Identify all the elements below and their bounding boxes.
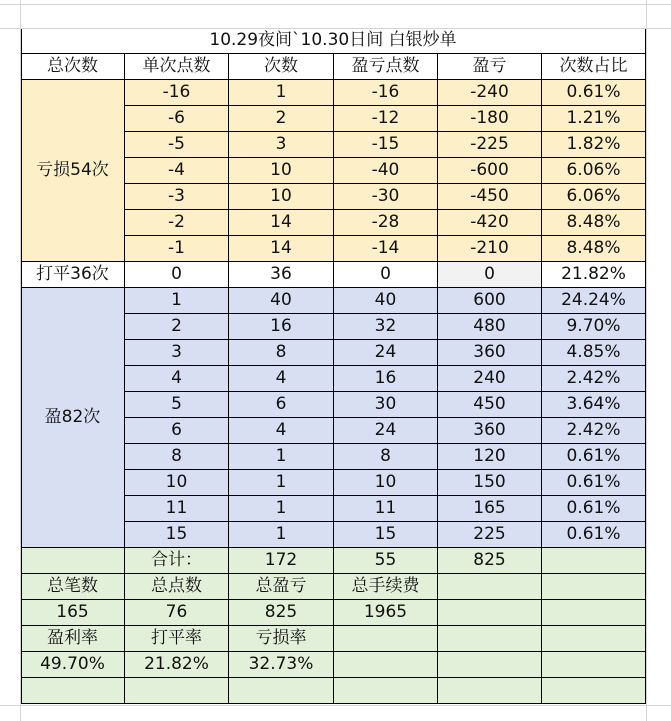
table-cell[interactable]: -40 xyxy=(334,158,438,184)
table-cell[interactable]: 0 xyxy=(125,262,229,288)
table-cell[interactable]: 150 xyxy=(438,470,542,496)
summary-cell[interactable] xyxy=(125,678,229,704)
summary-cell[interactable] xyxy=(438,678,542,704)
summary-cell[interactable] xyxy=(334,678,438,704)
table-cell[interactable]: 40 xyxy=(334,288,438,314)
table-cell[interactable]: 3 xyxy=(125,340,229,366)
table-cell[interactable]: 1 xyxy=(229,444,334,470)
summary-cell[interactable]: 总手续费 xyxy=(334,574,438,600)
total-cell[interactable]: 172 xyxy=(229,548,334,574)
table-cell[interactable]: 24 xyxy=(334,340,438,366)
summary-cell[interactable] xyxy=(438,626,542,652)
table-cell[interactable]: 8.48% xyxy=(542,210,646,236)
table-cell[interactable]: 8 xyxy=(125,444,229,470)
table-cell[interactable]: 15 xyxy=(334,522,438,548)
table-cell[interactable]: 0.61% xyxy=(542,80,646,106)
table-cell[interactable]: 4 xyxy=(229,366,334,392)
table-cell[interactable]: -30 xyxy=(334,184,438,210)
table-cell[interactable]: -210 xyxy=(438,236,542,262)
sheet-title[interactable]: 10.29夜间`10.30日间 白银炒单 xyxy=(21,28,646,54)
table-cell[interactable]: 6 xyxy=(125,418,229,444)
table-cell[interactable]: 360 xyxy=(438,418,542,444)
column-header[interactable]: 单次点数 xyxy=(125,54,229,80)
table-cell[interactable]: 1 xyxy=(229,470,334,496)
summary-cell[interactable] xyxy=(542,600,646,626)
table-cell[interactable]: 14 xyxy=(229,210,334,236)
table-cell[interactable]: 16 xyxy=(229,314,334,340)
table-cell[interactable]: -600 xyxy=(438,158,542,184)
total-cell[interactable]: 合计： xyxy=(125,548,229,574)
total-cell[interactable]: 825 xyxy=(438,548,542,574)
table-cell[interactable]: 30 xyxy=(334,392,438,418)
table-cell[interactable]: 8.48% xyxy=(542,236,646,262)
summary-cell[interactable]: 打平率 xyxy=(125,626,229,652)
table-cell[interactable]: -420 xyxy=(438,210,542,236)
table-cell[interactable]: -5 xyxy=(125,132,229,158)
summary-cell[interactable] xyxy=(229,678,334,704)
table-cell[interactable]: 2.42% xyxy=(542,418,646,444)
summary-cell[interactable]: 32.73% xyxy=(229,652,334,678)
summary-cell[interactable]: 825 xyxy=(229,600,334,626)
table-cell[interactable]: 5 xyxy=(125,392,229,418)
table-cell[interactable]: -225 xyxy=(438,132,542,158)
table-cell[interactable]: 21.82% xyxy=(542,262,646,288)
table-cell[interactable]: 450 xyxy=(438,392,542,418)
table-cell[interactable]: 3.64% xyxy=(542,392,646,418)
summary-cell[interactable] xyxy=(438,652,542,678)
table-cell[interactable]: -12 xyxy=(334,106,438,132)
sheet-gridline xyxy=(646,0,647,721)
table-cell[interactable]: 240 xyxy=(438,366,542,392)
summary-cell[interactable]: 亏损率 xyxy=(229,626,334,652)
table-cell[interactable]: -2 xyxy=(125,210,229,236)
spreadsheet-table xyxy=(21,28,646,704)
summary-cell[interactable]: 总点数 xyxy=(125,574,229,600)
table-cell[interactable]: 24 xyxy=(334,418,438,444)
table-cell[interactable]: 32 xyxy=(334,314,438,340)
table-cell[interactable]: 4 xyxy=(125,366,229,392)
table-cell[interactable]: -450 xyxy=(438,184,542,210)
summary-cell[interactable] xyxy=(542,678,646,704)
table-cell[interactable]: -6 xyxy=(125,106,229,132)
table-cell[interactable]: 6.06% xyxy=(542,158,646,184)
summary-cell[interactable]: 1965 xyxy=(334,600,438,626)
column-header[interactable]: 总次数 xyxy=(21,54,125,80)
table-cell[interactable]: 1.21% xyxy=(542,106,646,132)
table-cell[interactable]: 4.85% xyxy=(542,340,646,366)
table-cell[interactable]: 1 xyxy=(229,522,334,548)
summary-cell[interactable] xyxy=(542,626,646,652)
table-cell[interactable]: 0 xyxy=(334,262,438,288)
summary-cell[interactable] xyxy=(334,652,438,678)
table-cell[interactable]: 4 xyxy=(229,418,334,444)
table-cell[interactable]: 165 xyxy=(438,496,542,522)
table-cell[interactable]: 8 xyxy=(334,444,438,470)
table-cell[interactable]: 0.61% xyxy=(542,444,646,470)
table-cell[interactable]: 2 xyxy=(125,314,229,340)
table-cell[interactable]: -28 xyxy=(334,210,438,236)
summary-cell[interactable]: 165 xyxy=(21,600,125,626)
summary-cell[interactable] xyxy=(21,678,125,704)
table-cell[interactable]: 10 xyxy=(125,470,229,496)
summary-cell[interactable] xyxy=(334,626,438,652)
total-cell[interactable] xyxy=(542,548,646,574)
sheet-gridline xyxy=(0,4,671,5)
column-header[interactable]: 盈亏 xyxy=(438,54,542,80)
summary-cell[interactable] xyxy=(542,652,646,678)
table-cell[interactable]: 0 xyxy=(438,262,542,288)
table-cell[interactable]: 14 xyxy=(229,236,334,262)
sheet-gridline xyxy=(20,0,21,721)
summary-cell[interactable]: 总盈亏 xyxy=(229,574,334,600)
summary-cell[interactable] xyxy=(542,574,646,600)
table-cell[interactable]: -16 xyxy=(334,80,438,106)
table-cell[interactable]: 1.82% xyxy=(542,132,646,158)
table-cell[interactable]: 6 xyxy=(229,392,334,418)
table-cell[interactable]: 480 xyxy=(438,314,542,340)
table-cell[interactable]: 0.61% xyxy=(542,470,646,496)
table-cell[interactable]: 225 xyxy=(438,522,542,548)
table-cell[interactable]: 3 xyxy=(229,132,334,158)
summary-cell[interactable] xyxy=(438,574,542,600)
group-label[interactable]: 亏损54次 xyxy=(21,80,125,262)
table-cell[interactable]: 10 xyxy=(229,184,334,210)
summary-cell[interactable]: 49.70% xyxy=(21,652,125,678)
table-cell[interactable]: 1 xyxy=(125,288,229,314)
group-label[interactable]: 盈82次 xyxy=(21,288,125,548)
table-cell[interactable]: 2.42% xyxy=(542,366,646,392)
table-cell[interactable]: 0.61% xyxy=(542,496,646,522)
table-cell[interactable]: 2 xyxy=(229,106,334,132)
table-cell[interactable]: -14 xyxy=(334,236,438,262)
table-cell[interactable]: 120 xyxy=(438,444,542,470)
sheet-gridline xyxy=(0,28,671,29)
table-cell[interactable]: 11 xyxy=(125,496,229,522)
table-cell[interactable]: 1 xyxy=(229,80,334,106)
table-cell[interactable]: 40 xyxy=(229,288,334,314)
table-cell[interactable]: -16 xyxy=(125,80,229,106)
table-cell[interactable]: 8 xyxy=(229,340,334,366)
table-cell[interactable]: 0.61% xyxy=(542,522,646,548)
table-cell[interactable]: 15 xyxy=(125,522,229,548)
table-cell[interactable]: 9.70% xyxy=(542,314,646,340)
summary-cell[interactable]: 76 xyxy=(125,600,229,626)
table-cell[interactable]: 10 xyxy=(229,158,334,184)
table-cell[interactable]: 600 xyxy=(438,288,542,314)
total-cell[interactable] xyxy=(21,548,125,574)
table-cell[interactable]: 36 xyxy=(229,262,334,288)
table-cell[interactable]: 1 xyxy=(229,496,334,522)
table-cell[interactable]: -3 xyxy=(125,184,229,210)
group-label[interactable]: 打平36次 xyxy=(21,262,125,288)
table-cell[interactable]: -240 xyxy=(438,80,542,106)
table-cell[interactable]: 10 xyxy=(334,470,438,496)
table-cell[interactable]: 6.06% xyxy=(542,184,646,210)
table-cell[interactable]: -4 xyxy=(125,158,229,184)
table-cell[interactable]: -15 xyxy=(334,132,438,158)
sheet-gridline xyxy=(0,705,671,706)
table-cell[interactable]: 16 xyxy=(334,366,438,392)
column-header[interactable]: 盈亏点数 xyxy=(334,54,438,80)
column-header[interactable]: 次数占比 xyxy=(542,54,646,80)
table-cell[interactable]: 24.24% xyxy=(542,288,646,314)
summary-cell[interactable]: 21.82% xyxy=(125,652,229,678)
table-cell[interactable]: -1 xyxy=(125,236,229,262)
table-cell[interactable]: 360 xyxy=(438,340,542,366)
summary-cell[interactable]: 盈利率 xyxy=(21,626,125,652)
table-cell[interactable]: 11 xyxy=(334,496,438,522)
total-cell[interactable]: 55 xyxy=(334,548,438,574)
summary-cell[interactable]: 总笔数 xyxy=(21,574,125,600)
table-cell[interactable]: -180 xyxy=(438,106,542,132)
column-header[interactable]: 次数 xyxy=(229,54,334,80)
summary-cell[interactable] xyxy=(438,600,542,626)
